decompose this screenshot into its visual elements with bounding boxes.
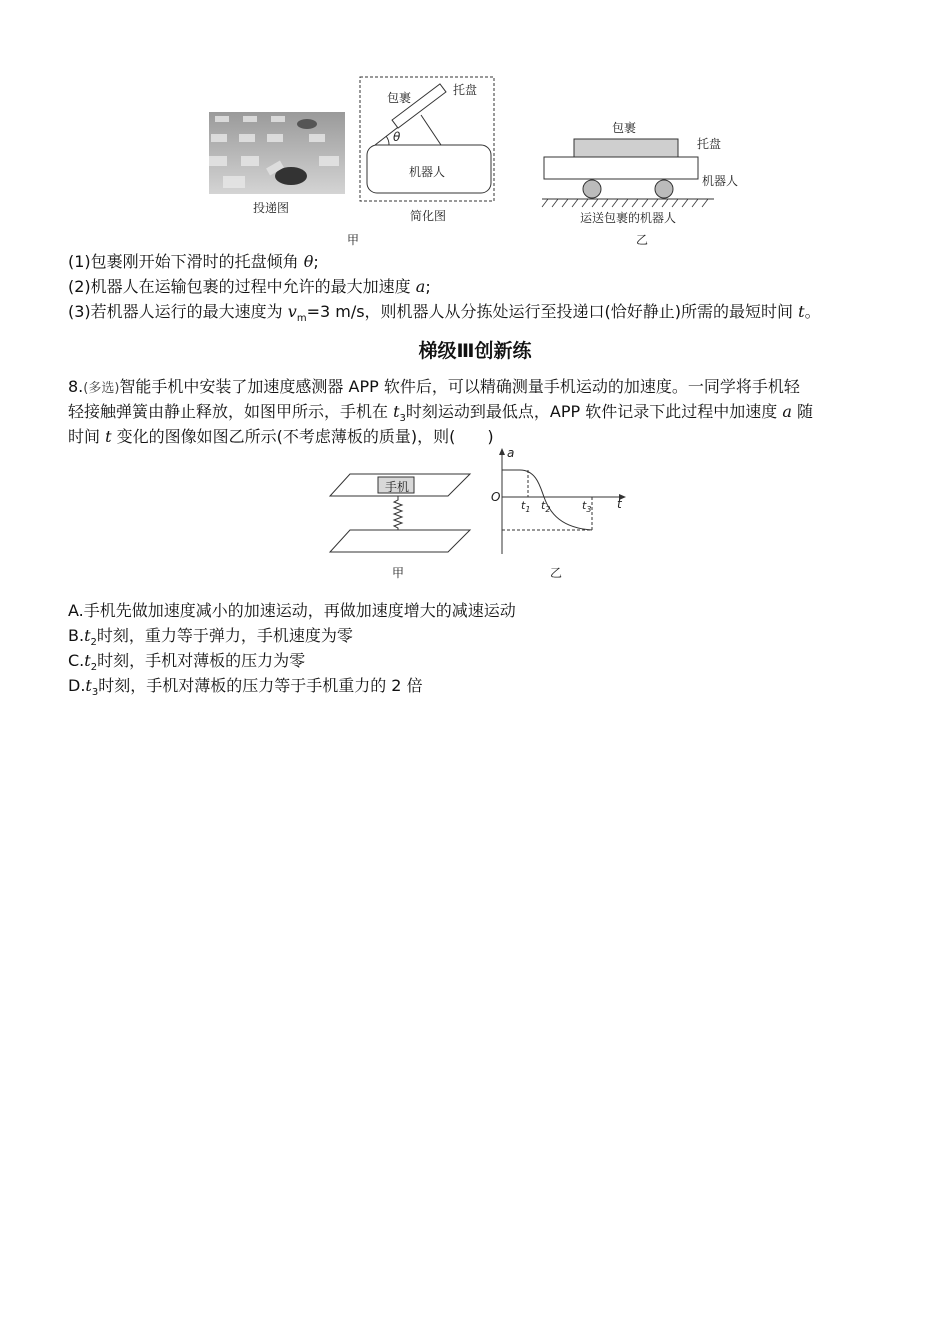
option-a: A.手机先做加速度减小的加速运动，再做加速度增大的减速运动 [68, 601, 516, 620]
origin-label: O [491, 490, 501, 504]
option-c: $C.t_2$时刻，手机对薄板的压力为零 [68, 651, 306, 674]
q8-line1: 8.(多选)智能手机中安装了加速度感测器 APP 软件后，可以精确测量手机运动的加速度。一同学将手机轻 [68, 377, 800, 396]
section-heading: 梯级Ⅲ创新练 [418, 340, 532, 362]
label-tray: 托盘 [453, 83, 478, 97]
caption-yi: 乙 [636, 233, 649, 247]
fig2-caption-yi: 乙 [550, 566, 563, 580]
yi-label-tray: 托盘 [697, 137, 722, 151]
yi-label-robot: 机器人 [702, 174, 739, 188]
q7-part1: (1)包裹刚开始下滑时的托盘倾角 θ; [68, 252, 319, 271]
axis-t-label: t [617, 497, 622, 511]
q8-line3: 时间 t 变化的图像如图乙所示(不考虑薄板的质量)，则( ) [68, 427, 494, 446]
tick-t3: $t_3$ [582, 499, 592, 515]
fig2-caption-jia: 甲 [392, 566, 405, 580]
simplified-caption: 简化图 [410, 209, 447, 223]
label-robot: 机器人 [409, 165, 446, 179]
tick-t2: $t_2$ [541, 499, 551, 515]
q7-part2: (2)机器人在运输包裹的过程中允许的最大加速度 a; [68, 277, 431, 296]
option-b: $B.t_2$时刻，重力等于弹力，手机速度为零 [68, 626, 353, 649]
option-d: $D.t_3$时刻，手机对薄板的压力等于手机重力的 2 倍 [68, 676, 423, 699]
yi-label-package: 包裹 [612, 121, 637, 135]
axis-a-label: a [507, 446, 515, 460]
q7-part3: (3)若机器人运行的最大速度为 $v_m=3$ m/s，则机器人从分拣处运行至投递口(恰好静止)所需的最短时间 t。 [68, 302, 821, 325]
cart-diagram [540, 137, 720, 209]
figure-jia [205, 75, 505, 245]
figure-at-graph [488, 446, 638, 584]
figure-spring [328, 468, 478, 583]
label-package: 包裹 [387, 91, 412, 105]
figure-yi [540, 115, 750, 245]
photo-caption: 投递图 [253, 201, 290, 215]
caption-jia: 甲 [347, 233, 360, 247]
tick-t1: $t_1$ [521, 499, 531, 515]
phone-label: 手机 [385, 480, 410, 494]
label-theta: θ [393, 130, 401, 144]
at-graph [488, 446, 638, 558]
delivery-photo [209, 112, 345, 194]
q8-line2: 轻接触弹簧由静止释放，如图甲所示，手机在 $t_3$时刻运动到最低点，APP 软件记录下此过程中加速度 a 随 [68, 402, 813, 425]
simplified-diagram [359, 75, 505, 205]
yi-caption: 运送包裹的机器人 [580, 211, 677, 225]
